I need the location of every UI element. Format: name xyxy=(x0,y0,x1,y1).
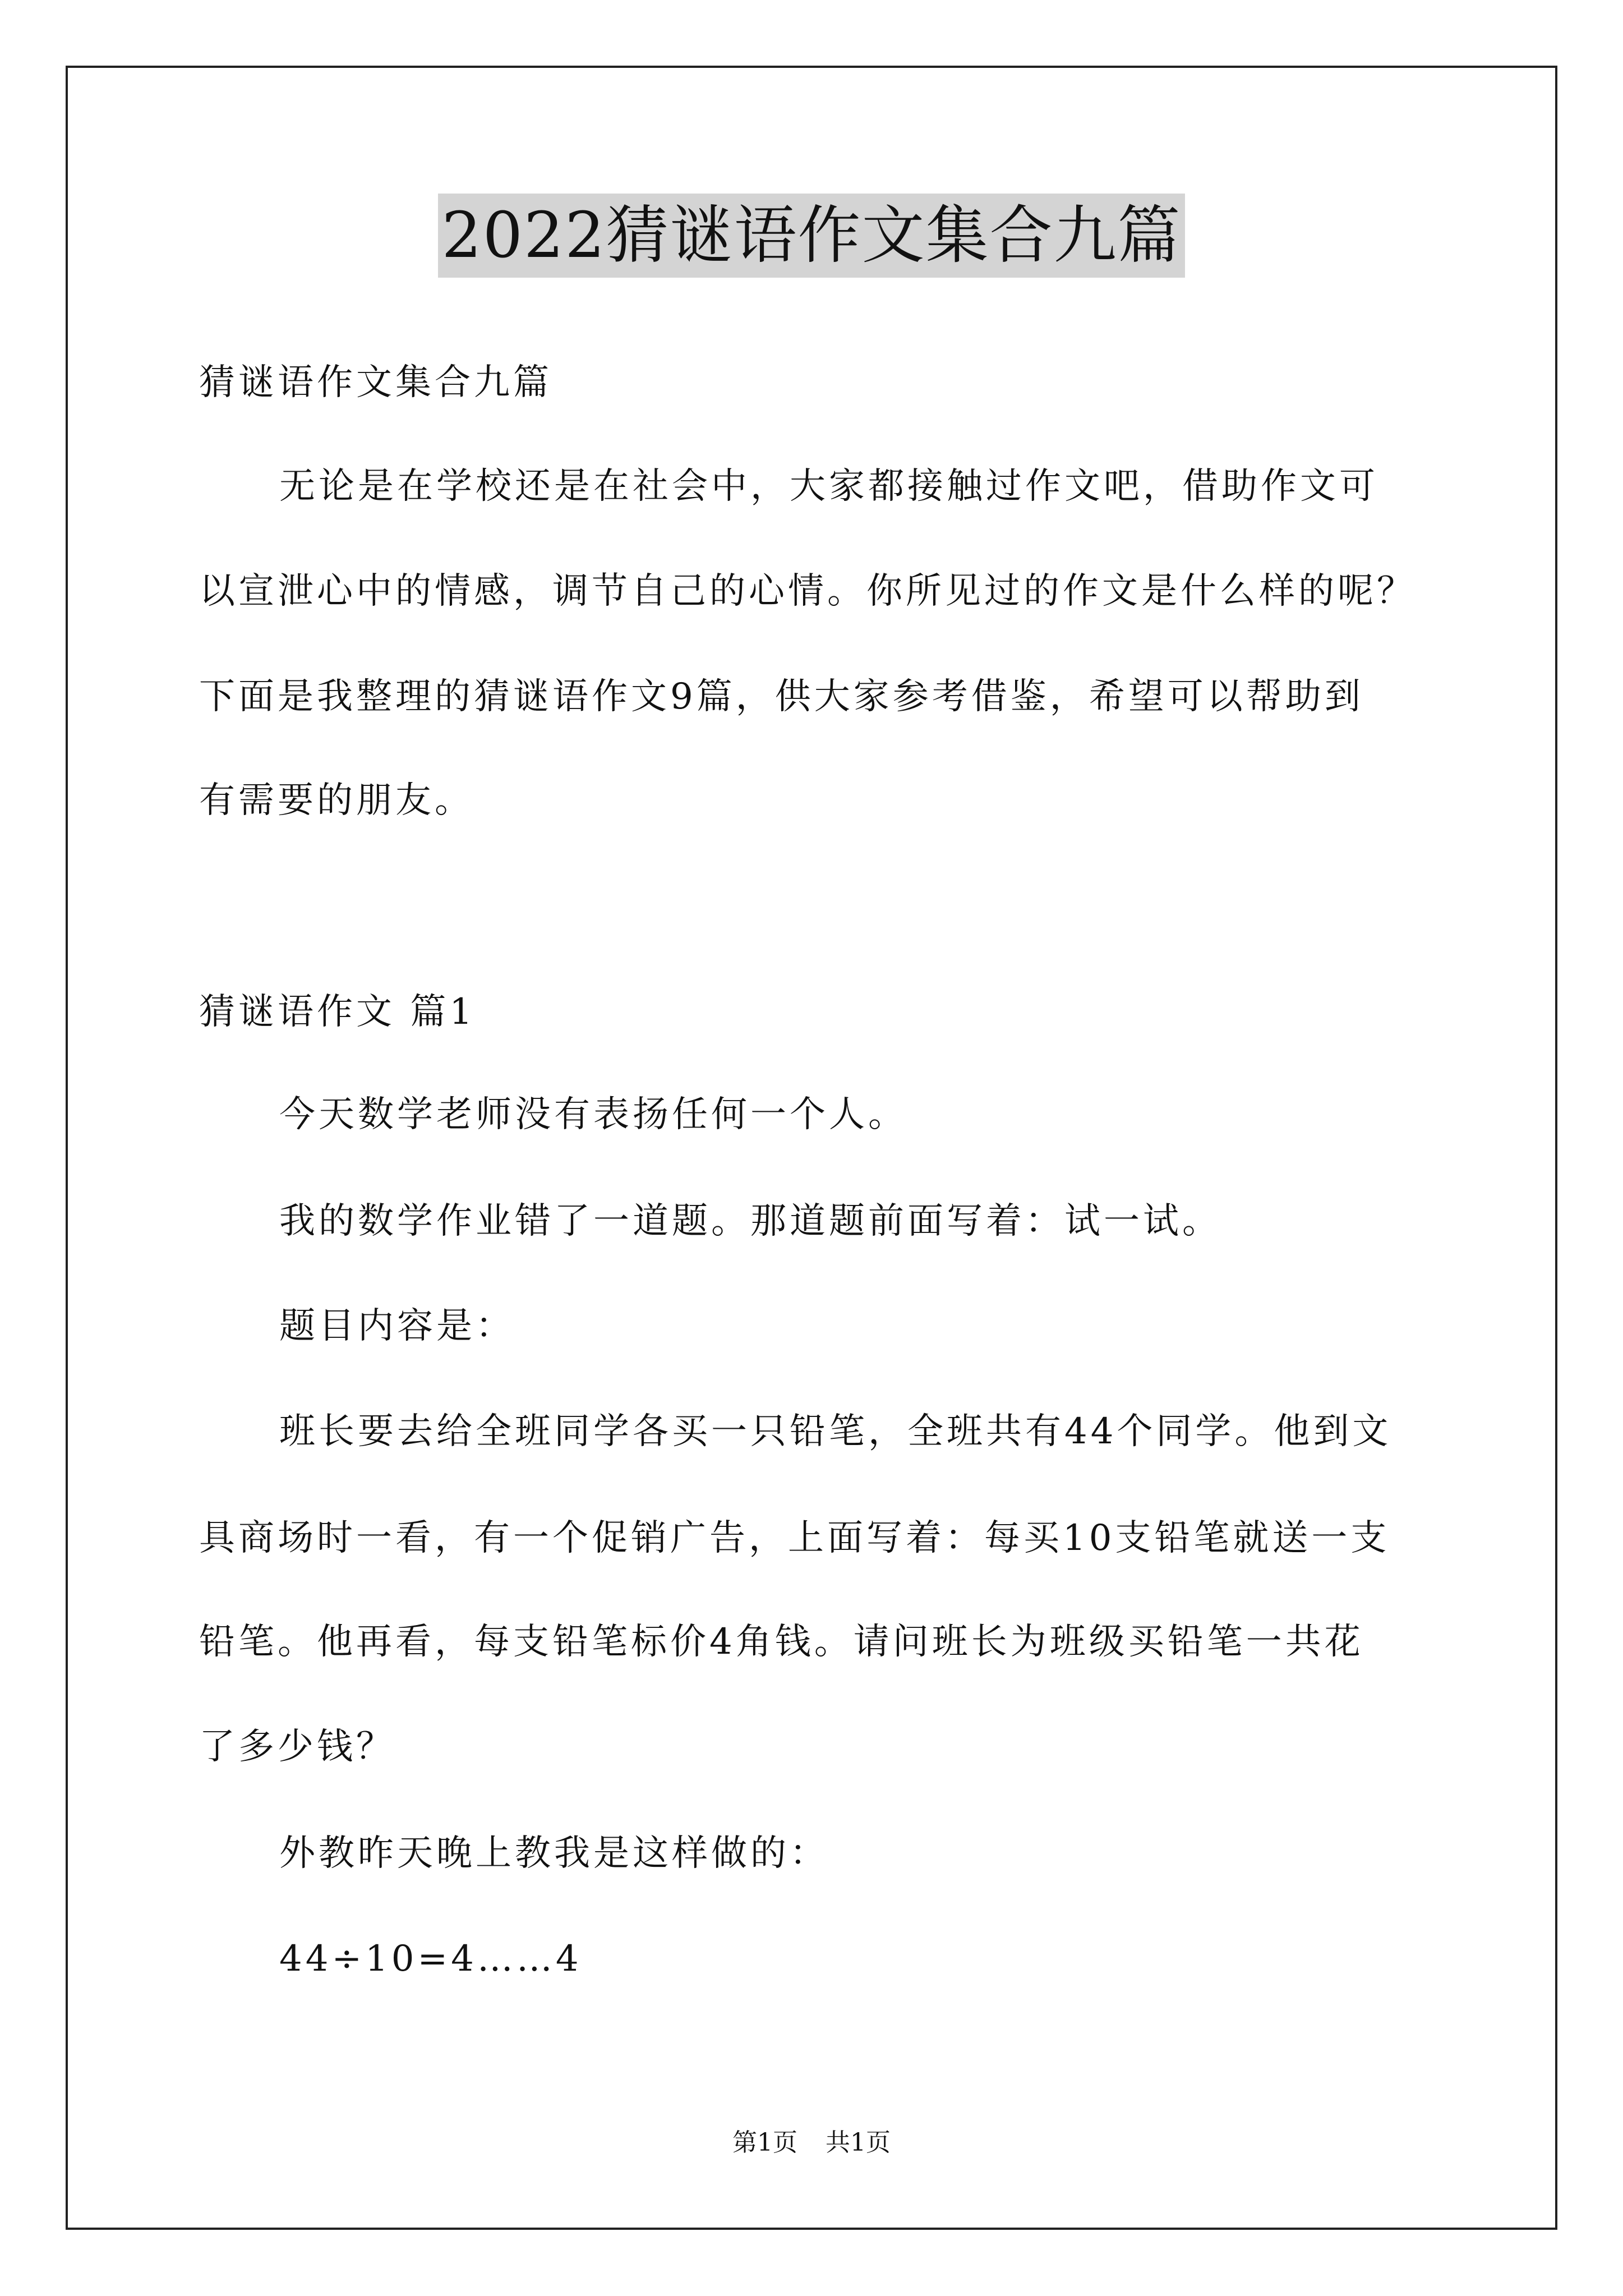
section-line-2: 我的数学作业错了一道题。那道题前面写着：试一试。 xyxy=(279,1200,1221,1242)
formula-line: 44÷10=4……4 xyxy=(279,1938,582,1980)
title-container xyxy=(0,194,1623,278)
page-total: 共1页 xyxy=(826,2128,891,2157)
section-line-6: 铅笔。他再看，每支铅笔标价4角钱。请问班长为班级买铅笔一共花 xyxy=(199,1621,1364,1663)
document-subtitle: 猜谜语作文集合九篇 xyxy=(199,362,552,403)
section-line-7: 了多少钱？ xyxy=(199,1726,395,1768)
section-line-4: 班长要去给全班同学各买一只铅笔，全班共有44个同学。他到文 xyxy=(279,1411,1392,1452)
intro-line-1: 无论是在学校还是在社会中，大家都接触过作文吧，借助作文可 xyxy=(279,466,1378,507)
section-line-5: 具商场时一看，有一个促销广告，上面写着：每买10支铅笔就送一支 xyxy=(199,1517,1390,1559)
section-line-1: 今天数学老师没有表扬任何一个人。 xyxy=(279,1094,907,1135)
section-line-3: 题目内容是： xyxy=(279,1305,515,1347)
intro-line-3: 下面是我整理的猜谜语作文9篇，供大家参考借鉴，希望可以帮助到 xyxy=(199,676,1364,717)
page-footer xyxy=(0,2126,1623,2160)
section-heading: 猜谜语作文 篇1 xyxy=(199,991,476,1033)
intro-line-4: 有需要的朋友。 xyxy=(199,780,474,821)
document-title: 2022猜谜语作文集合九篇 xyxy=(438,194,1184,278)
page-number: 第1页 xyxy=(732,2128,797,2157)
section-line-8: 外教昨天晚上教我是这样做的： xyxy=(279,1833,829,1874)
intro-line-2: 以宣泄心中的情感，调节自己的心情。你所见过的作文是什么样的呢？ xyxy=(199,570,1416,612)
